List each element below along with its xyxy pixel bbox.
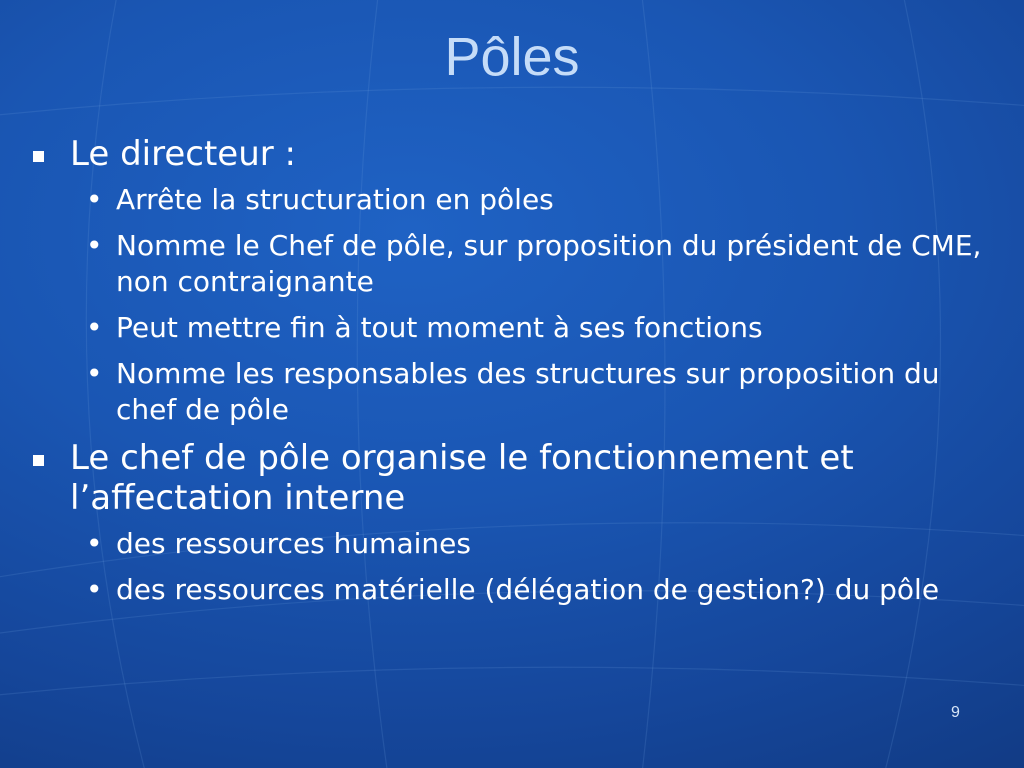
slide-title: Pôles: [444, 27, 580, 87]
sub-bullet-text: des ressources humaines: [116, 527, 471, 560]
sub-bullet-text: Arrête la structuration en pôles: [116, 183, 554, 216]
bullet-directeur: [28, 134, 998, 174]
bullet-text: Le chef de pôle organise le fonctionnement et l’affectation interne: [70, 438, 854, 518]
sub-bullet-text: des ressources matérielle (délégation de gestion?) du pôle: [116, 573, 940, 606]
sub-bullet-text: Peut mettre fin à tout moment à ses fonctions: [116, 311, 763, 344]
dot-bullet-icon: •: [86, 311, 103, 344]
sub-bullet: [28, 228, 998, 300]
sub-bullet: [28, 356, 998, 428]
sub-bullet-text: Nomme les responsables des structures sur proposition du chef de pôle: [116, 357, 940, 426]
dot-bullet-icon: •: [86, 229, 103, 262]
bullet-chef-de-pole: [28, 438, 998, 518]
sub-bullet-text: Nomme le Chef de pôle, sur proposition du président de CME, non contraignante: [116, 229, 982, 298]
bullet-text: Le directeur :: [70, 134, 296, 174]
sub-bullet: [28, 526, 998, 562]
dot-bullet-icon: •: [86, 357, 103, 390]
slide-number: 9: [951, 704, 960, 721]
slide-body: [28, 134, 998, 618]
square-bullet-icon: [33, 151, 44, 162]
dot-bullet-icon: •: [86, 527, 103, 560]
sub-bullet: [28, 310, 998, 346]
sub-bullet: [28, 182, 998, 218]
square-bullet-icon: [33, 455, 44, 466]
dot-bullet-icon: •: [86, 573, 103, 606]
sub-bullet: [28, 572, 998, 608]
dot-bullet-icon: •: [86, 183, 103, 216]
